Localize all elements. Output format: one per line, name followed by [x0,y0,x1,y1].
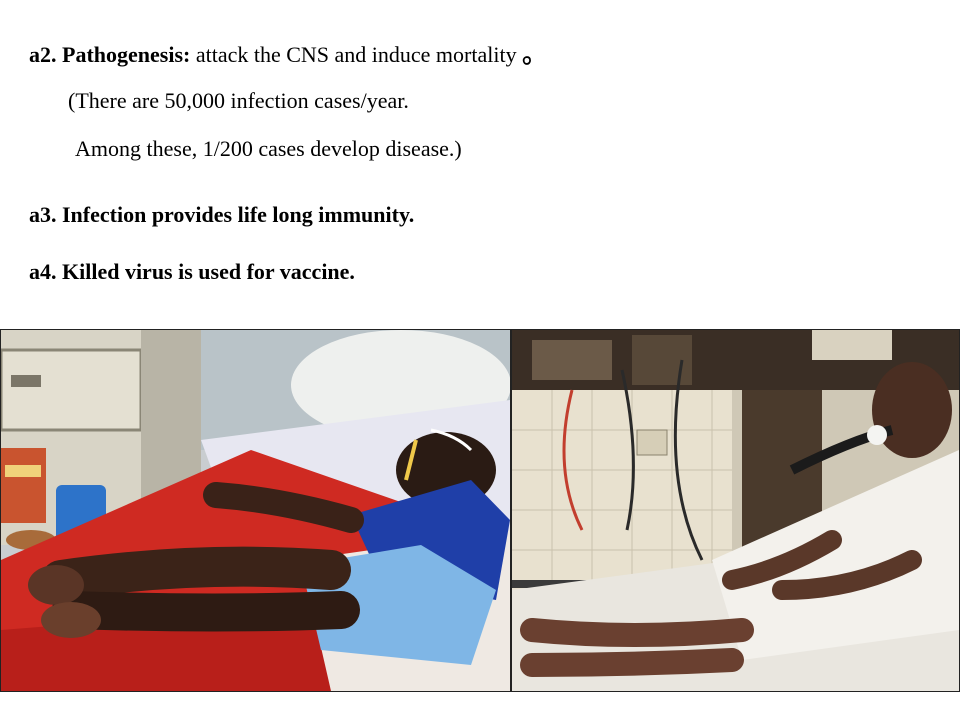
photo-right-illustration [512,330,959,691]
a2-punct: 。 [522,39,549,68]
photo-left [0,329,511,692]
note-line-2: Among these, 1/200 cases develop disease.) [75,136,462,161]
note-line-1: (There are 50,000 infection cases/year. [68,88,409,113]
a2-text: attack the CNS and induce mortality [190,42,517,67]
photo-right [511,329,960,692]
bullet-a4: a4. Killed virus is used for vaccine. [29,259,355,284]
a2-label: a2. Pathogenesis: [29,42,191,67]
photo-left-illustration [1,330,510,691]
bullet-a3: a3. Infection provides life long immunity. [29,202,415,227]
bullet-a2 [29,40,548,69]
